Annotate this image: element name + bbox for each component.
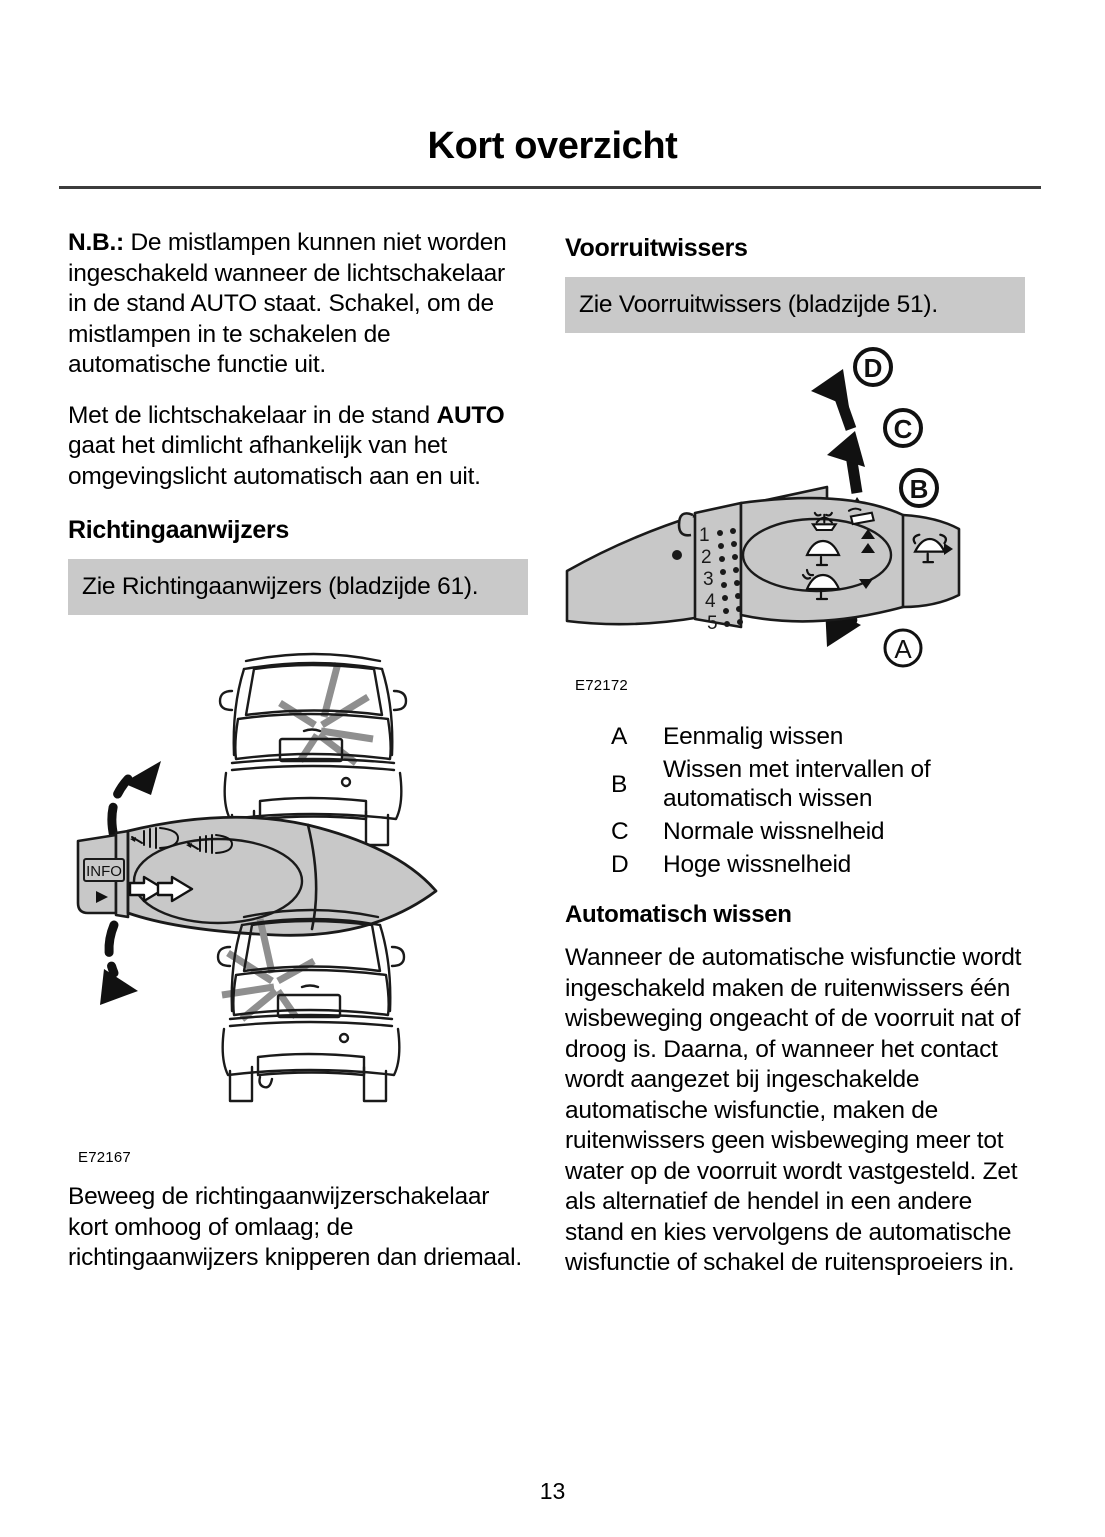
left-column (68, 228, 528, 1294)
wiper-figure-caption: E72172 (575, 677, 628, 694)
wipers-heading: Voorruitwissers (565, 234, 748, 262)
auto-keyword: AUTO (436, 401, 505, 429)
auto-paragraph-part2: gaat het dimlicht afhankelijk van het omgevingslicht automatisch aan en uit. (68, 432, 481, 490)
svg-text:D: D (863, 353, 883, 383)
interval-label-2: 2 (701, 547, 712, 568)
wiper-figure (565, 343, 1025, 673)
wiper-stalk (567, 487, 959, 627)
svg-text:C: C (893, 414, 913, 444)
indicator-figure (68, 625, 528, 1145)
car-rear-lower (218, 910, 404, 1101)
right-column (565, 228, 1025, 1299)
indicators-reference-box: Zie Richtingaanwijzers (bladzijde 61). (68, 559, 528, 615)
note-paragraph-text: De mistlampen kunnen niet worden ingeschakeld wanneer de lichtschakelaar in de stand AUTO staat. Schakel, om de mistlampen in te schakelen de automatische functie uit. (68, 229, 507, 378)
auto-paragraph (68, 401, 528, 493)
callout-a (885, 630, 921, 666)
wipers-reference-box: Zie Voorruitwissers (bladzijde 51). (565, 277, 1025, 333)
wiper-legend (565, 720, 1025, 881)
auto-wipe-heading: Automatisch wissen (565, 901, 792, 928)
callout-d (855, 349, 891, 385)
svg-text:B: B (909, 474, 929, 504)
callout-b (901, 470, 937, 506)
legend-key-d: D (611, 851, 629, 878)
interval-label-4: 4 (705, 591, 716, 612)
page-number: 13 (539, 1478, 566, 1504)
legend-text-d: Hoge wissnelheid (663, 851, 852, 878)
legend-row-b (565, 753, 1025, 815)
indicator-stalk (78, 817, 436, 935)
legend-row-d (565, 848, 1025, 881)
page-title: Kort overzicht (427, 125, 678, 167)
interval-label-1: 1 (699, 525, 710, 546)
auto-wipe-paragraph: Wanneer de automatische wisfunctie wordt ingeschakeld maken de ruitenwissers één wisbeweging ongeacht of de voorruit nat of droog is. Daarna, of wanneer het contact wordt aangezet bij ingeschakelde automatische wisfunctie, maken de ruitenwissers geen wisbeweging meer tot water op de voorruit wordt vastgesteld. Zet als alternatief de hendel in een andere stand en kies vervolgens de automatische wisfunctie of schakel de ruitensproeiers in. (565, 944, 1022, 1276)
legend-row-a (565, 720, 1025, 753)
legend-key-b: B (611, 770, 628, 798)
legend-key-c: C (611, 818, 629, 845)
indicator-figure-caption: E72167 (78, 1149, 131, 1166)
indicators-heading: Richtingaanwijzers (68, 516, 290, 544)
legend-text-c: Normale wissnelheid (663, 818, 885, 845)
callout-c (885, 410, 921, 446)
indicators-paragraph: Beweeg de richtingaanwijzerschakelaar kort omhoog of omlaag; de richtingaanwijzers knipperen dan driemaal. (68, 1183, 522, 1271)
legend-row-c (565, 815, 1025, 848)
legend-text-a: Eenmalig wissen (663, 723, 844, 750)
arrow-down (100, 925, 138, 1005)
svg-text:A: A (894, 634, 912, 664)
info-button-label: INFO (86, 863, 122, 880)
auto-paragraph-part1: Met de lichtschakelaar in de stand (68, 401, 437, 429)
legend-key-a: A (611, 723, 628, 750)
legend-text-b: Wissen met intervallen of automatisch wissen (663, 756, 931, 812)
interval-label-3: 3 (703, 569, 714, 590)
header-divider (59, 186, 1041, 189)
note-paragraph (68, 228, 528, 381)
note-prefix: N.B.: (68, 229, 124, 256)
interval-label-5: 5 (707, 613, 718, 634)
